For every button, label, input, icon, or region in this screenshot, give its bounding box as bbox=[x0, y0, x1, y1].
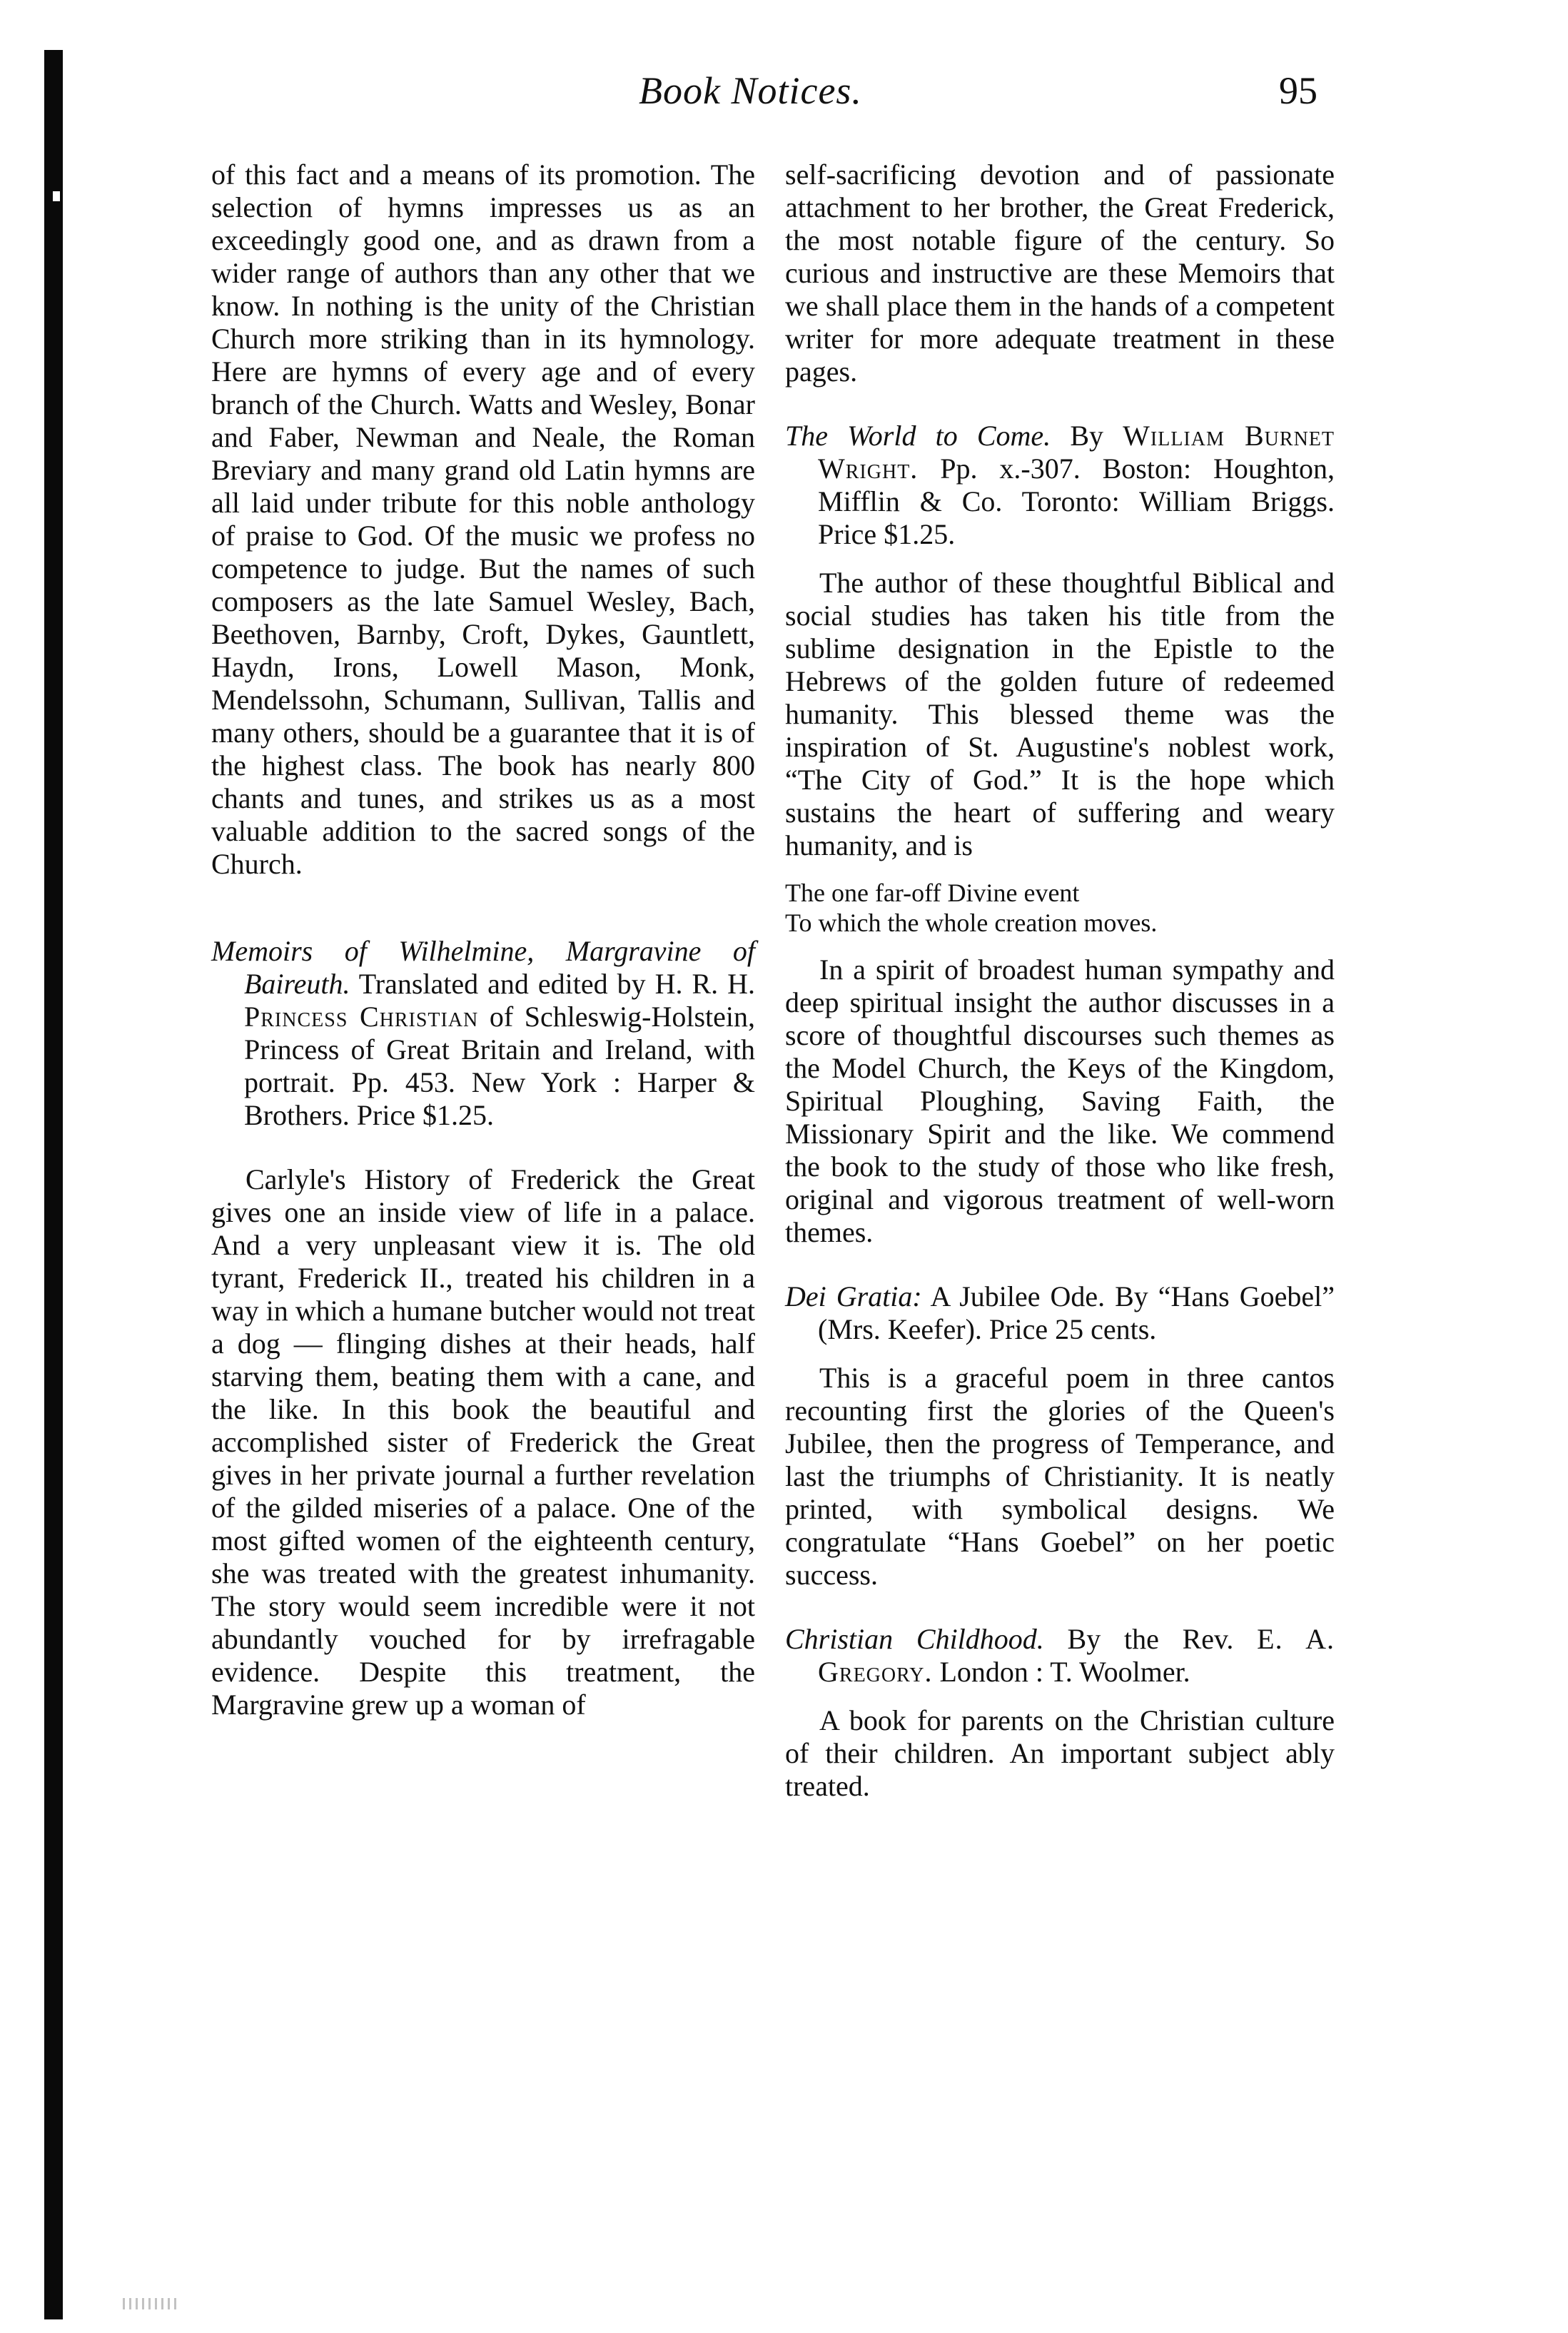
book-by: By the Rev. bbox=[1067, 1623, 1234, 1655]
book-title: Christian Childhood. bbox=[785, 1623, 1044, 1655]
book-details: of Schleswig-Holstein, Princess of Great Britain and Ireland, with portrait. Pp. 453. New York : Harper & Brothers. Price $1.25. bbox=[244, 1001, 755, 1131]
continued-paragraph: self-sacrificing devotion and of passionate attachment to her brother, the Great Frederick, the most notable figure of the century. So curious and instructive are these Memoirs that we shall place them in the hands of a competent writer for more adequate treatment in these pages. bbox=[785, 158, 1335, 388]
book-details: A Jubilee Ode. By “Hans Goebel” (Mrs. Keefer). Price 25 cents. bbox=[818, 1280, 1335, 1345]
book-by: By bbox=[1070, 420, 1103, 452]
quoted-verse bbox=[785, 878, 1335, 938]
book-review: This is a graceful poem in three cantos recounting first the glories of the Queen's Jubilee, then the progress of Temperance, and last the triumphs of Christianity. It is neatly printed, with symbolical designs. We congratulate “Hans Goebel” on her poetic success. bbox=[785, 1362, 1335, 1591]
page-number: 95 bbox=[1279, 69, 1317, 112]
left-column bbox=[211, 158, 755, 1721]
book-entry-memoirs bbox=[211, 935, 755, 1132]
verse-line: To which the whole creation moves. bbox=[785, 909, 1158, 937]
book-entry-world-to-come bbox=[785, 420, 1335, 551]
book-details: Translated and edited by H. R. H. bbox=[358, 968, 756, 1000]
book-details: London : T. Woolmer. bbox=[939, 1656, 1190, 1688]
book-author: Princess Christian bbox=[244, 1001, 479, 1033]
book-entry-christian-childhood bbox=[785, 1623, 1335, 1689]
book-title: Memoirs of Wilhelmine, Margravine of Baireuth. bbox=[211, 935, 755, 1000]
book-details: Pp. x.-307. Boston: Houghton, Mifflin & Co. Toronto: William Briggs. Price $1.25. bbox=[818, 452, 1335, 550]
right-column bbox=[785, 158, 1335, 1803]
book-title: Dei Gratia: bbox=[785, 1280, 922, 1312]
verse-line: The one far-off Divine event bbox=[785, 879, 1080, 907]
book-review: The author of these thoughtful Biblical and social studies has taken his title from the sublime designation in the Epistle to the Hebrews of the golden future of redeemed humanity. This blessed theme was the inspiration of St. Augustine's noblest work, “The City of God.” It is the hope which sustains the heart of suffering and weary humanity, and is bbox=[785, 567, 1335, 861]
book-review: Carlyle's History of Frederick the Great gives one an inside view of life in a palace. And a very unpleasant view it is. The old tyrant, Frederick II., treated his children in a way in which a humane butcher would not treat a dog — flinging dishes at their heads, half starving them, beating them with a cane, and the like. In this book the beautiful and accomplished sister of Frederick the Great gives in her private journal a further revelation of the gilded miseries of a palace. One of the most gifted women of the eighteenth century, she was treated with the greatest inhumanity. The story would seem incredible were it not abundantly vouched for by irrefragable evidence. Despite this treatment, the Margravine grew up a woman of bbox=[211, 1163, 755, 1721]
scan-binding-edge bbox=[44, 50, 63, 2319]
book-entry-dei-gratia bbox=[785, 1280, 1335, 1346]
book-author: E. A. Gregory. bbox=[818, 1623, 1335, 1688]
scan-binding-notch bbox=[53, 191, 60, 201]
book-review: In a spirit of broadest human sympathy and deep spiritual insight the author discusses in a score of thoughtful discourses such themes as the Model Church, the Keys of the Kingdom, Spiritual Ploughing, Saving Faith, the Missionary Spirit and the like. We commend the book to the study of those who like fresh, original and vigorous treatment of well-worn themes. bbox=[785, 953, 1335, 1248]
scan-artifact bbox=[123, 2298, 180, 2309]
book-author: William Burnet Wright. bbox=[818, 420, 1335, 485]
continued-paragraph: of this fact and a means of its promotion. The selection of hymns impresses us as an exceedingly good one, and as drawn from a wider range of authors than any other that we know. In nothing is the unity of the Christian Church more striking than in its hymnology. Here are hymns of every age and of every branch of the Church. Watts and Wesley, Bonar and Faber, Newman and Neale, the Roman Breviary and many grand old Latin hymns are all laid under tribute for this noble anthology of praise to God. Of the music we profess no competence to judge. But the names of such composers as the late Samuel Wesley, Bach, Beethoven, Barnby, Croft, Dykes, Gauntlett, Haydn, Irons, Lowell Mason, Monk, Mendelssohn, Schumann, Sullivan, Tallis and many others, should be a guarantee that it is of the highest class. The book has nearly 800 chants and tunes, and strikes us as a most valuable addition to the sacred songs of the Church. bbox=[211, 158, 755, 880]
book-title: The World to Come. bbox=[785, 420, 1051, 452]
book-review: A book for parents on the Christian culture of their children. An important subject ably treated. bbox=[785, 1704, 1335, 1802]
running-head: Book Notices. bbox=[639, 69, 862, 112]
